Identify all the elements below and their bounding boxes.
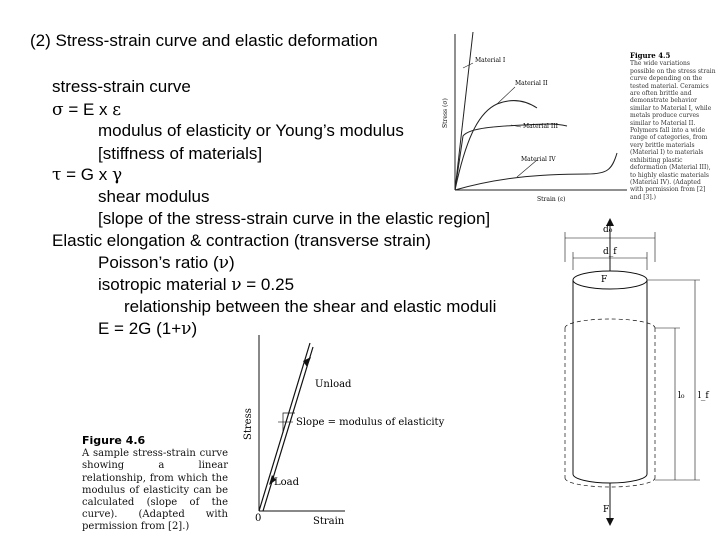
figure-4-6-caption bbox=[82, 435, 228, 534]
sigma-symbol: σ bbox=[52, 100, 64, 120]
text-stiffness: [stiffness of materials] bbox=[98, 144, 263, 163]
relationship-close: ) bbox=[191, 319, 198, 338]
isotropic-value: = 0.25 bbox=[241, 275, 295, 294]
fig46-y-label: Stress bbox=[243, 408, 254, 440]
text-stress-strain-curve: stress-strain curve bbox=[52, 77, 191, 96]
tau-symbol: τ bbox=[52, 165, 62, 185]
poisson-label: Poisson’s ratio ( bbox=[98, 253, 219, 272]
text-modulus-elasticity: modulus of elasticity or Young’s modulus bbox=[98, 121, 404, 140]
equation-hooke-body: = E x bbox=[63, 100, 113, 119]
df-label: d_f bbox=[603, 247, 617, 257]
nu-symbol: ν bbox=[231, 275, 242, 295]
fig45-x-label: Strain (ε) bbox=[537, 196, 566, 203]
force-bottom-label: F bbox=[603, 505, 610, 515]
figure-4-6-title: Figure 4.6 bbox=[82, 434, 146, 447]
fig46-origin-label: 0 bbox=[255, 513, 262, 524]
force-top-label: F bbox=[601, 275, 608, 285]
equation-shear bbox=[52, 165, 122, 185]
equation-hooke bbox=[52, 100, 121, 120]
cylinder-deformation-diagram bbox=[535, 218, 720, 540]
fig46-slope-triangle bbox=[283, 413, 295, 433]
epsilon-symbol: ε bbox=[112, 100, 122, 120]
figure-4-5-text: The wide variations possible on the stress strain curve depending on the tested material. Ceramics are often brittle and demonstrate behavior similar to Material I, while metals produce curves similar to Material II. Polymers fall into a wide range of categories, from very brittle materials (Material I) to materials exhibiting plastic deformation (Material III), to highly elastic materials (Material IV). (Adapted with permission from [2] and [3].) bbox=[630, 60, 716, 201]
text-isotropic bbox=[98, 275, 294, 295]
fig45-label-material-3: Material III bbox=[523, 123, 558, 130]
text-slope-elastic-region: [slope of the stress-strain curve in the elastic region] bbox=[98, 209, 491, 228]
fig46-load-label: Load bbox=[274, 477, 300, 488]
figure-4-5-caption bbox=[630, 52, 716, 201]
l0-label: l₀ bbox=[678, 391, 685, 401]
figure-4-5-title: Figure 4.5 bbox=[630, 51, 671, 60]
fig46-arrow-up bbox=[303, 357, 311, 367]
text-shear-modulus: shear modulus bbox=[98, 187, 210, 206]
relationship-label: E = 2G (1+ bbox=[98, 319, 182, 338]
fig45-label-material-2: Material II bbox=[515, 80, 548, 87]
fig45-curve-material-1 bbox=[455, 32, 473, 190]
fig45-label-material-1: Material I bbox=[475, 57, 506, 64]
slide-title: (2) Stress-strain curve and elastic deformation bbox=[30, 31, 378, 50]
cylinder-top bbox=[573, 271, 647, 289]
fig46-slope-label: Slope = modulus of elasticity bbox=[296, 417, 445, 428]
nu-symbol: ν bbox=[181, 319, 192, 339]
lf-label: l_f bbox=[698, 391, 709, 401]
d0-label: d₀ bbox=[603, 225, 613, 235]
text-relationship: relationship between the shear and elastic moduli bbox=[124, 297, 497, 316]
nu-symbol: ν bbox=[218, 253, 229, 273]
fig45-label-material-4: Material IV bbox=[521, 156, 556, 163]
figure-4-6-text: A sample stress-strain curve showing a linear relationship, from which the modulus of elasticity can be calculated (slope of the curve). (Adapted with permission from [2].) bbox=[82, 448, 228, 533]
poisson-close: ) bbox=[228, 253, 235, 272]
gamma-symbol: γ bbox=[111, 165, 123, 185]
fig45-y-label: Stress (σ) bbox=[442, 98, 449, 128]
fig46-unload-label: Unload bbox=[315, 379, 352, 390]
equation-shear-body: = G x bbox=[61, 165, 112, 184]
text-elastic-elongation: Elastic elongation & contraction (transverse strain) bbox=[52, 231, 431, 250]
text-poisson-ratio bbox=[98, 253, 235, 273]
isotropic-label: isotropic material bbox=[98, 275, 232, 294]
fig46-x-label: Strain bbox=[313, 516, 345, 527]
